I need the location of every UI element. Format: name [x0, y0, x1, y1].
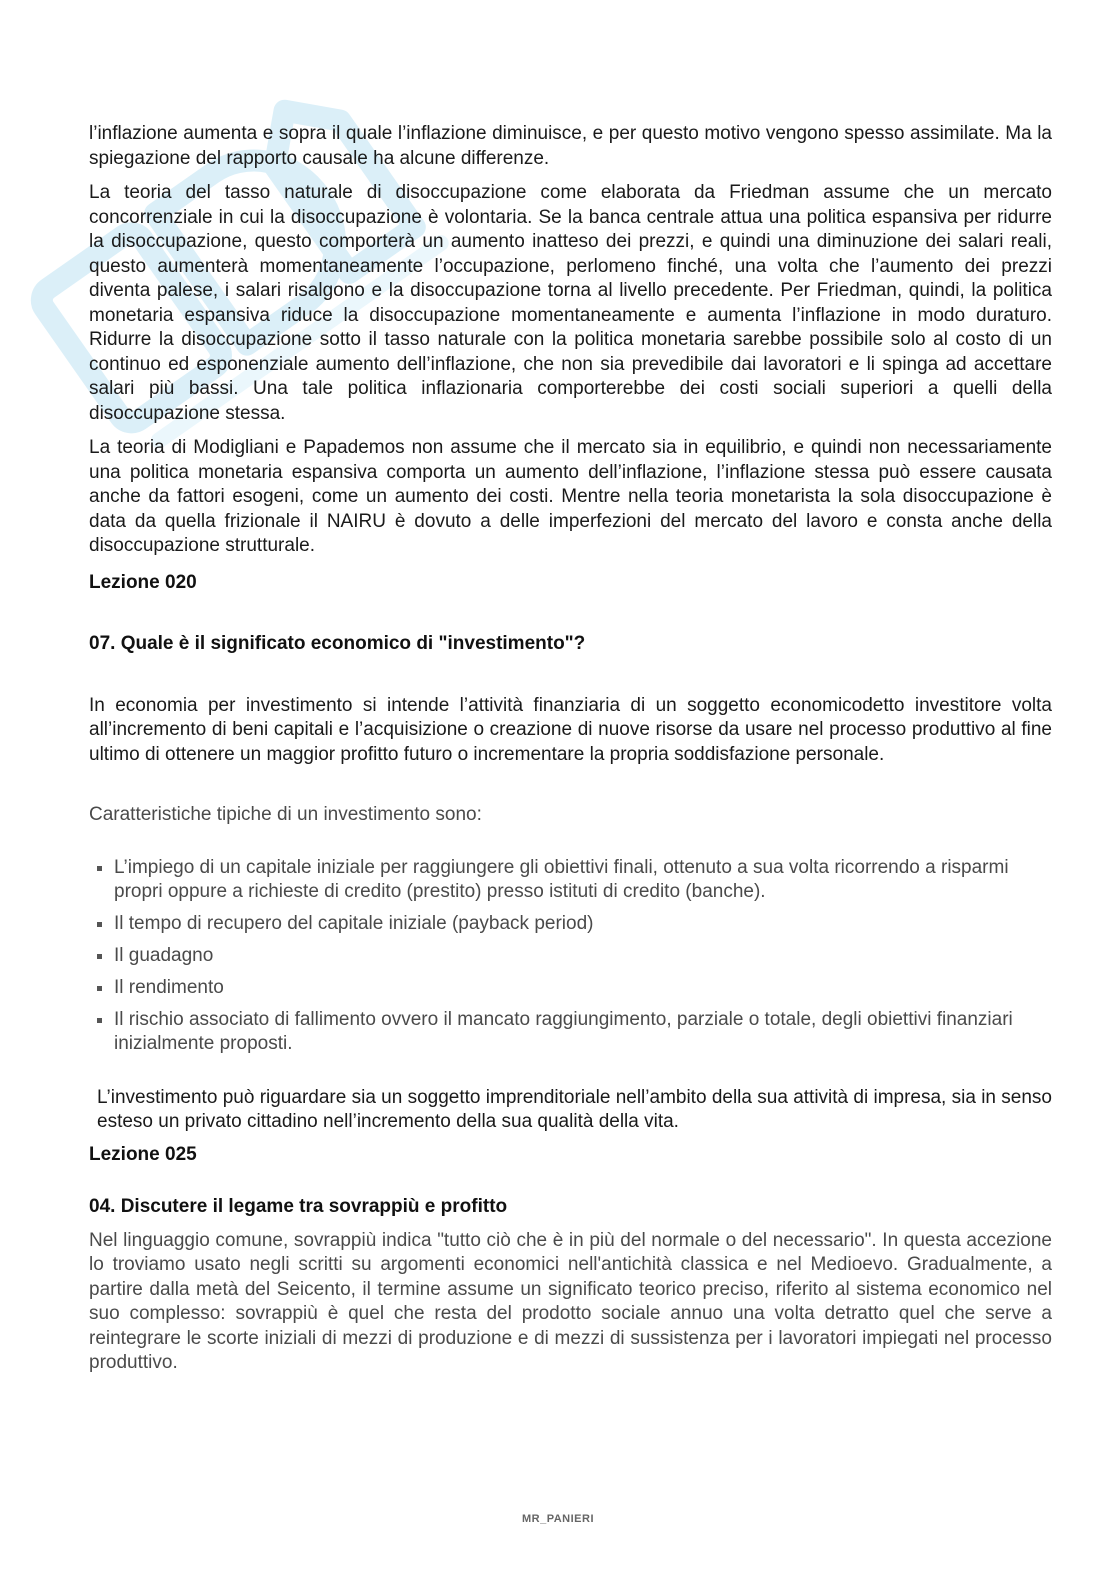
lesson-heading-020: Lezione 020: [89, 571, 197, 593]
square-bullet-icon: [97, 954, 102, 959]
list-item: L’impiego di un capitale iniziale per raggiungere gli obiettivi finali, ottenuto a sua volta ricorrendo a risparmi propri oppure a richieste di credito (prestito) presso istituti di credito (banche).: [89, 856, 1052, 904]
document-page: [89, 122, 1052, 1376]
paragraph-intro: l’inflazione aumenta e sopra il quale l’inflazione diminuisce, e per questo motivo vengono spesso assimilate. Ma la spiegazione del rapporto causale ha alcune differenze.: [89, 123, 1052, 169]
paragraph-investimento: In economia per investimento si intende l’attività finanziaria di un soggetto economicodetto investitore volta all’incremento di beni capitali e l’acquisizione o creazione di nuove risorse da usare nel processo produttivo al fine ultimo di ottenere un maggior profitto futuro o incrementare la propria soddisfazione personale.: [89, 694, 1052, 765]
lesson-heading-025: Lezione 025: [89, 1143, 197, 1165]
list-item: Il guadagno: [89, 944, 1052, 968]
caratteristiche-list: [89, 856, 1052, 1056]
square-bullet-icon: [97, 1018, 102, 1023]
square-bullet-icon: [97, 922, 102, 927]
list-item: Il rischio associato di fallimento ovvero il mancato raggiungimento, parziale o totale, degli obiettivi finanziari inizialmente proposti.: [89, 1008, 1052, 1056]
paragraph-friedman: La teoria del tasso naturale di disoccupazione come elaborata da Friedman assume che un mercato concorrenziale in cui la disoccupazione è volontaria. Se la banca centrale attua una politica espansiva per ridurre la disoccupazione, questo comporterà un aumento inatteso dei prezzi, e quindi una diminuzione dei salari reali, questo aumenterà momentaneamente l’occupazione, perlomeno finché, una volta che l’aumento dei prezzi diventa palese, i salari risalgono e la disoccupazione torna al livello precedente. Per Friedman, quindi, la politica monetaria espansiva riduce la disoccupazione momentaneamente e aumenta l’inflazione in modo duraturo. Ridurre la disoccupazione sotto il tasso naturale con la politica monetaria sarebbe possibile solo al costo di un continuo ed esponenziale aumento dell’inflazione, che non sia prevedibile dai lavoratori e li spinga ad accettare salari più bassi. Una tale politica inflazionaria comporterebbe dei costi sociali superiori a quelli della disoccupazione stessa.: [89, 182, 1052, 424]
paragraph-soggetto: L’investimento può riguardare sia un soggetto imprenditoriale nell’ambito della sua attività di impresa, sia in senso esteso un privato cittadino nell’incremento della sua qualità della vita.: [97, 1086, 1052, 1132]
paragraph-modigliani: La teoria di Modigliani e Papademos non assume che il mercato sia in equilibrio, e quindi non necessariamente una politica monetaria espansiva comporta un aumento dell’inflazione, l’inflazione stessa può essere causata anche da fattori esogeni, come un aumento dei costi. Mentre nella teoria monetarista la sola disoccupazione è data da quella frizionale il NAIRU è dovuto a delle imperfezioni del mercato del lavoro e consta anche della disoccupazione strutturale.: [89, 437, 1052, 556]
caratteristiche-intro: Caratteristiche tipiche di un investimento sono:: [89, 804, 482, 825]
question-heading-07: 07. Quale è il significato economico di "investimento"?: [89, 632, 586, 654]
paragraph-sovrappiu: Nel linguaggio comune, sovrappiù indica "tutto ciò che è in più del normale o del necessario". In questa accezione lo troviamo usato negli scritti su argomenti economici nell'antichità classica e nel Medioevo. Gradualmente, a partire dalla metà del Seicento, il termine assume un significato teorico preciso, riferito al sistema economico nel suo complesso: sovrappiù è quel che resta del prodotto sociale annuo una volta detratto quel che serve a reintegrare le scorte iniziali di mezzi di produzione e di mezzi di sussistenza per i lavoratori impiegati nel processo produttivo.: [89, 1229, 1052, 1373]
list-item: Il tempo di recupero del capitale iniziale (payback period): [89, 912, 1052, 936]
list-item: Il rendimento: [89, 976, 1052, 1000]
square-bullet-icon: [97, 866, 102, 871]
question-heading-04: 04. Discutere il legame tra sovrappiù e profitto: [89, 1195, 508, 1217]
square-bullet-icon: [97, 986, 102, 991]
page-footer: MR_PANIERI: [521, 1513, 595, 1525]
